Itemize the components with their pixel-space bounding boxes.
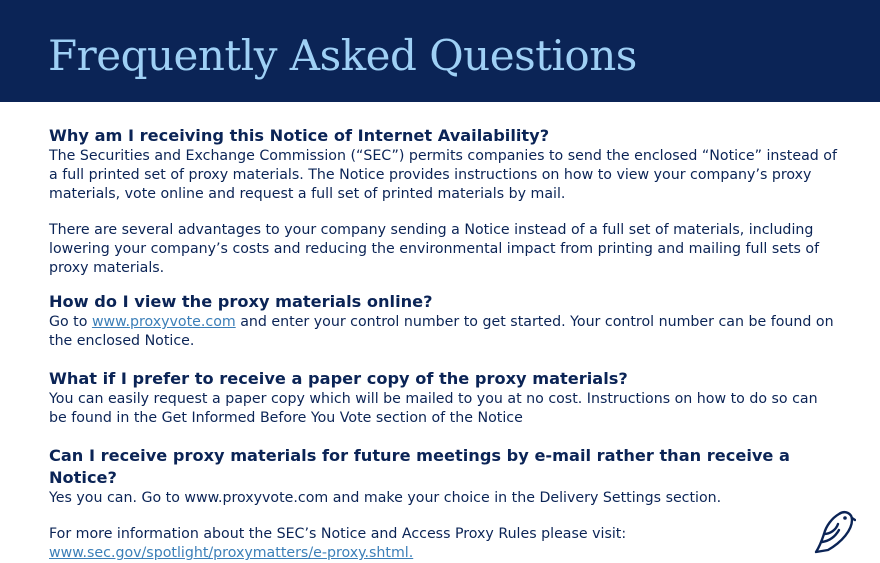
answer-text: Go to xyxy=(49,314,92,330)
more-info-text: For more information about the SEC’s Notice and Access Proxy Rules please visit: xyxy=(49,526,627,542)
faq-section-view-online xyxy=(49,291,839,351)
proxyvote-link[interactable]: www.proxyvote.com xyxy=(91,314,236,330)
faq-answer xyxy=(49,313,839,351)
header-banner xyxy=(0,0,880,102)
faq-question: How do I view the proxy materials online? xyxy=(49,292,433,311)
faq-answer: Yes you can. Go to www.proxyvote.com and make your choice in the Delivery Settings section. xyxy=(49,490,722,506)
faq-answer: The Securities and Exchange Commission (“SEC”) permits companies to send the enclosed “Notice” instead of a full printed set of proxy materials. The Notice provides instructions on how to view your company’s proxy materials, vote online and request a full set of printed materials by mail. xyxy=(49,148,837,202)
more-info xyxy=(49,525,839,563)
faq-section-paper-copy xyxy=(49,368,839,428)
faq-answer: There are several advantages to your company sending a Notice instead of a full set of materials, including lowering your company’s costs and reducing the environmental impact from printing and mailing full sets of proxy materials. xyxy=(49,222,820,276)
faq-question: Can I receive proxy materials for future meetings by e-mail rather than receive a Notice? xyxy=(49,446,790,487)
faq-content xyxy=(49,125,839,563)
sec-eproxy-link[interactable]: www.sec.gov/spotlight/proxymatters/e-proxy.shtml. xyxy=(49,545,414,561)
page-title: Frequently Asked Questions xyxy=(48,31,637,80)
answer-text: and enter your control number to get started. Your control number can be found on the enclosed Notice. xyxy=(49,314,834,349)
bird-logo-icon xyxy=(812,508,856,554)
faq-question: Why am I receiving this Notice of Internet Availability? xyxy=(49,126,550,145)
faq-section-notice xyxy=(49,125,839,278)
faq-answer: You can easily request a paper copy which will be mailed to you at no cost. Instructions on how to do so can be found in the Get Informed Before You Vote section of the Notice xyxy=(49,391,818,426)
faq-section-email xyxy=(49,445,839,508)
faq-question: What if I prefer to receive a paper copy of the proxy materials? xyxy=(49,369,628,388)
